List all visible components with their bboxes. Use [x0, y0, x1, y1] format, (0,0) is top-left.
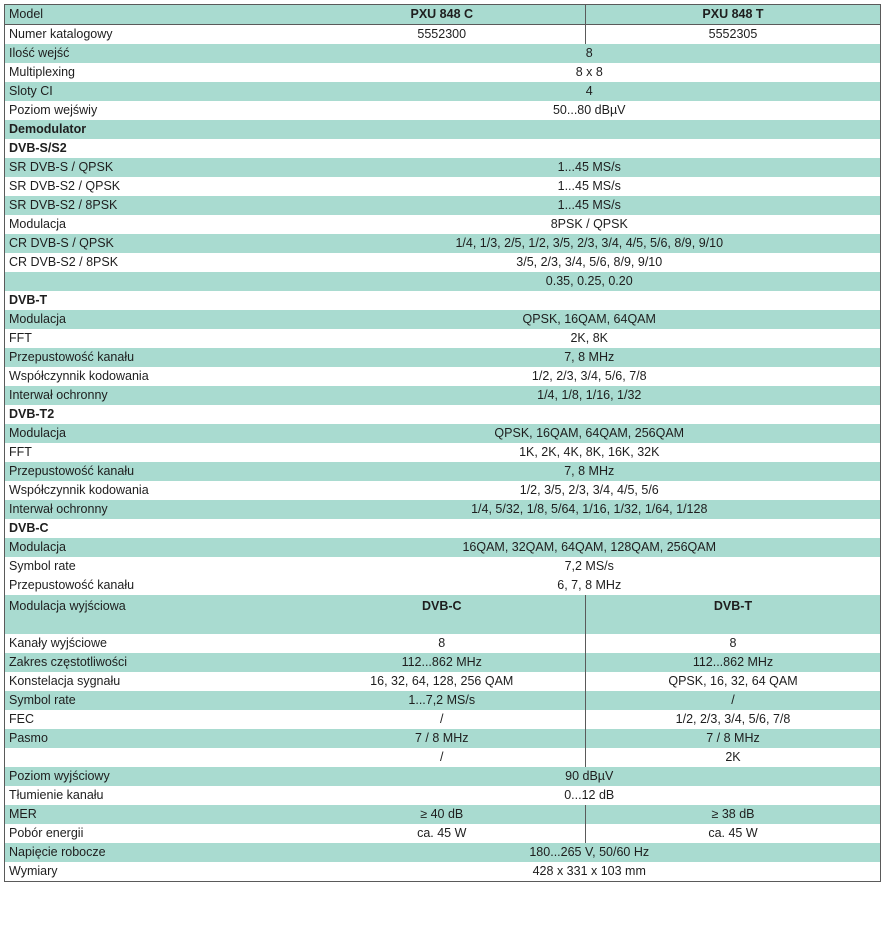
spec-row: [5, 595, 881, 634]
spec-value: 428 x 331 x 103 mm: [299, 862, 881, 882]
spec-row: [5, 272, 881, 291]
spec-row: [5, 424, 881, 443]
spec-row: [5, 672, 881, 691]
spec-value-pxu-848-c: 112...862 MHz: [299, 653, 586, 672]
spec-value: 1...45 MS/s: [299, 158, 881, 177]
spec-value-pxu-848-c: 8: [299, 634, 586, 653]
spec-label: CR DVB-S / QPSK: [5, 234, 299, 253]
spec-value: [299, 139, 881, 158]
spec-row: [5, 44, 881, 63]
spec-label: Współczynnik kodowania: [5, 481, 299, 500]
spec-row: [5, 215, 881, 234]
spec-row: [5, 481, 881, 500]
spec-row: [5, 729, 881, 748]
spec-label: Modulacja: [5, 215, 299, 234]
spec-label: Ilość wejść: [5, 44, 299, 63]
spec-label: DVB-T: [5, 291, 299, 310]
spec-value-pxu-848-t: ca. 45 W: [586, 824, 881, 843]
spec-row: [5, 120, 881, 139]
spec-label: Konstelacja sygnału: [5, 672, 299, 691]
spec-row: [5, 767, 881, 786]
spec-row: [5, 710, 881, 729]
spec-row: [5, 196, 881, 215]
spec-value: QPSK, 16QAM, 64QAM: [299, 310, 881, 329]
spec-row: [5, 748, 881, 767]
spec-label: Modulacja: [5, 538, 299, 557]
spec-label: Przepustowość kanału: [5, 576, 299, 595]
spec-value-pxu-848-c: ≥ 40 dB: [299, 805, 586, 824]
model-c-header: PXU 848 C: [299, 5, 586, 25]
spec-row: [5, 177, 881, 196]
spec-value-pxu-848-t: /: [586, 691, 881, 710]
spec-value: 2K, 8K: [299, 329, 881, 348]
spec-value: 7, 8 MHz: [299, 462, 881, 481]
spec-value-pxu-848-c: 1...7,2 MS/s: [299, 691, 586, 710]
spec-label: FFT: [5, 443, 299, 462]
spec-row: [5, 158, 881, 177]
spec-value: 1...45 MS/s: [299, 196, 881, 215]
spec-row: [5, 500, 881, 519]
spec-label: Multiplexing: [5, 63, 299, 82]
spec-value: 6, 7, 8 MHz: [299, 576, 881, 595]
spec-value: 1...45 MS/s: [299, 177, 881, 196]
spec-value-pxu-848-c: 16, 32, 64, 128, 256 QAM: [299, 672, 586, 691]
spec-value: [299, 291, 881, 310]
spec-row: [5, 63, 881, 82]
spec-label: Przepustowość kanału: [5, 348, 299, 367]
spec-label: [5, 748, 299, 767]
spec-value-pxu-848-c: 7 / 8 MHz: [299, 729, 586, 748]
spec-label: Pobór energii: [5, 824, 299, 843]
spec-row: [5, 557, 881, 576]
spec-value: 7,2 MS/s: [299, 557, 881, 576]
spec-row: [5, 386, 881, 405]
spec-value: 1/2, 2/3, 3/4, 5/6, 7/8: [299, 367, 881, 386]
spec-row: [5, 139, 881, 158]
spec-label: Zakres częstotliwości: [5, 653, 299, 672]
spec-value: 16QAM, 32QAM, 64QAM, 128QAM, 256QAM: [299, 538, 881, 557]
spec-row: [5, 862, 881, 882]
spec-row: [5, 348, 881, 367]
spec-value: [299, 120, 881, 139]
spec-row: [5, 82, 881, 101]
spec-value: QPSK, 16QAM, 64QAM, 256QAM: [299, 424, 881, 443]
spec-row: [5, 538, 881, 557]
spec-row: [5, 291, 881, 310]
spec-value-pxu-848-c: /: [299, 710, 586, 729]
spec-value: 3/5, 2/3, 3/4, 5/6, 8/9, 9/10: [299, 253, 881, 272]
spec-label: Kanały wyjściowe: [5, 634, 299, 653]
spec-value: 0.35, 0.25, 0.20: [299, 272, 881, 291]
spec-label: SR DVB-S2 / 8PSK: [5, 196, 299, 215]
spec-row: [5, 576, 881, 595]
spec-row: [5, 653, 881, 672]
header-label: Model: [5, 5, 299, 25]
spec-row: [5, 634, 881, 653]
spec-label: DVB-T2: [5, 405, 299, 424]
spec-label: Pasmo: [5, 729, 299, 748]
spec-row: [5, 367, 881, 386]
spec-label: Poziom wejświy: [5, 101, 299, 120]
spec-row: [5, 519, 881, 538]
spec-row: [5, 101, 881, 120]
spec-label: Poziom wyjściowy: [5, 767, 299, 786]
spec-value: 1/4, 5/32, 1/8, 5/64, 1/16, 1/32, 1/64, 1/128: [299, 500, 881, 519]
spec-label: Modulacja wyjściowa: [5, 595, 299, 634]
spec-row: [5, 824, 881, 843]
spec-label: FFT: [5, 329, 299, 348]
spec-value: 50...80 dBµV: [299, 101, 881, 120]
spec-value: 8PSK / QPSK: [299, 215, 881, 234]
spec-label: SR DVB-S / QPSK: [5, 158, 299, 177]
spec-value-pxu-848-c: /: [299, 748, 586, 767]
spec-row: [5, 462, 881, 481]
spec-value-pxu-848-t: 7 / 8 MHz: [586, 729, 881, 748]
spec-label: Modulacja: [5, 310, 299, 329]
spec-value-pxu-848-t: 5552305: [586, 25, 881, 45]
spec-value: 180...265 V, 50/60 Hz: [299, 843, 881, 862]
spec-label: MER: [5, 805, 299, 824]
spec-row: [5, 691, 881, 710]
spec-value: 1/4, 1/3, 2/5, 1/2, 3/5, 2/3, 3/4, 4/5, 5/6, 8/9, 9/10: [299, 234, 881, 253]
spec-label: Modulacja: [5, 424, 299, 443]
spec-row: [5, 805, 881, 824]
spec-label: Interwał ochronny: [5, 386, 299, 405]
spec-value: 8 x 8: [299, 63, 881, 82]
spec-label: DVB-S/S2: [5, 139, 299, 158]
spec-value-pxu-848-c: 5552300: [299, 25, 586, 45]
spec-label: Demodulator: [5, 120, 299, 139]
spec-value: 1/2, 3/5, 2/3, 3/4, 4/5, 5/6: [299, 481, 881, 500]
spec-value: 8: [299, 44, 881, 63]
spec-table-body: [5, 5, 881, 882]
spec-label: Interwał ochronny: [5, 500, 299, 519]
spec-value: 90 dBµV: [299, 767, 881, 786]
spec-label: Symbol rate: [5, 557, 299, 576]
spec-label: [5, 272, 299, 291]
spec-table: [4, 4, 881, 882]
spec-label: Tłumienie kanału: [5, 786, 299, 805]
spec-row: [5, 405, 881, 424]
spec-label: Przepustowość kanału: [5, 462, 299, 481]
spec-row: [5, 234, 881, 253]
spec-value-pxu-848-c: ca. 45 W: [299, 824, 586, 843]
header-row: [5, 5, 881, 25]
spec-row: [5, 253, 881, 272]
spec-value: 7, 8 MHz: [299, 348, 881, 367]
spec-value: [299, 405, 881, 424]
spec-row: [5, 443, 881, 462]
spec-value-pxu-848-t: QPSK, 16, 32, 64 QAM: [586, 672, 881, 691]
spec-value-pxu-848-c: DVB-C: [299, 595, 586, 634]
spec-value: 1K, 2K, 4K, 8K, 16K, 32K: [299, 443, 881, 462]
spec-value: 4: [299, 82, 881, 101]
spec-label: DVB-C: [5, 519, 299, 538]
spec-row: [5, 843, 881, 862]
spec-label: Symbol rate: [5, 691, 299, 710]
spec-value: [299, 519, 881, 538]
spec-row: [5, 786, 881, 805]
spec-value-pxu-848-t: DVB-T: [586, 595, 881, 634]
spec-row: [5, 310, 881, 329]
spec-value-pxu-848-t: 112...862 MHz: [586, 653, 881, 672]
model-t-header: PXU 848 T: [586, 5, 881, 25]
spec-value-pxu-848-t: ≥ 38 dB: [586, 805, 881, 824]
spec-value-pxu-848-t: 8: [586, 634, 881, 653]
spec-label: SR DVB-S2 / QPSK: [5, 177, 299, 196]
spec-label: Wymiary: [5, 862, 299, 882]
spec-label: CR DVB-S2 / 8PSK: [5, 253, 299, 272]
spec-label: Napięcie robocze: [5, 843, 299, 862]
spec-value-pxu-848-t: 2K: [586, 748, 881, 767]
spec-label: Współczynnik kodowania: [5, 367, 299, 386]
spec-value-pxu-848-t: 1/2, 2/3, 3/4, 5/6, 7/8: [586, 710, 881, 729]
spec-row: [5, 329, 881, 348]
spec-row: [5, 25, 881, 45]
spec-label: Sloty CI: [5, 82, 299, 101]
spec-label: FEC: [5, 710, 299, 729]
spec-value: 1/4, 1/8, 1/16, 1/32: [299, 386, 881, 405]
spec-label: Numer katalogowy: [5, 25, 299, 45]
spec-value: 0...12 dB: [299, 786, 881, 805]
